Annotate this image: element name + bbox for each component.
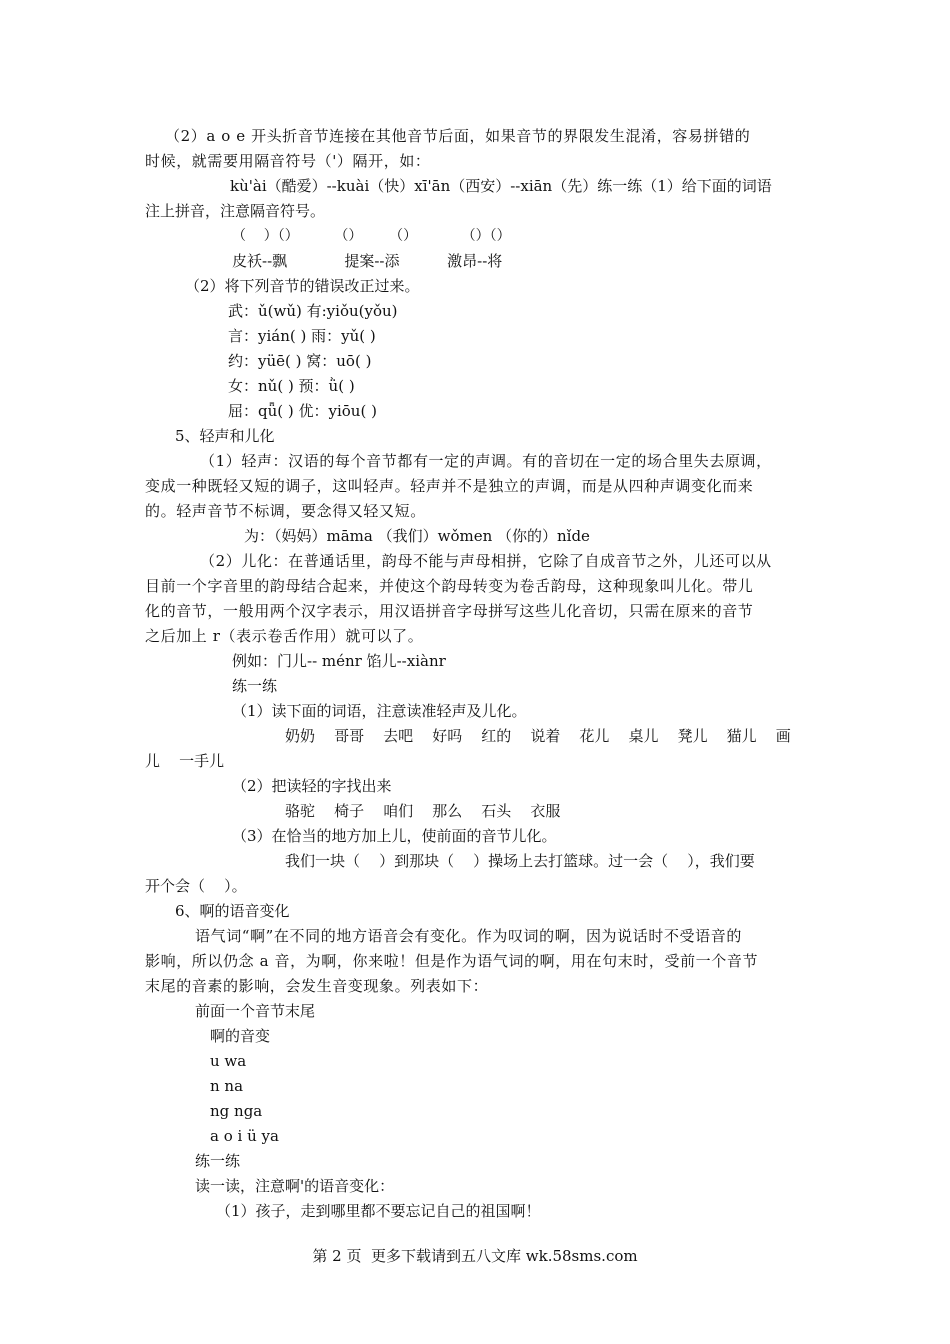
exercise-words: 骆驼 椅子 咱们 那么 石头 衣服 <box>285 802 561 820</box>
page-footer: 第 2 页 更多下载请到五八文库 wk.58sms.com <box>312 1247 638 1265</box>
paragraph-line: 影响，所以仍念 a 音，为啊，你来啦！但是作为语气词的啊，用在句末时，受前一个音节 <box>145 952 759 970</box>
exercise-heading: （2）把读轻的字找出来 <box>232 777 392 795</box>
correction-item: 屈：qǖ( ) 优：yiōu( ) <box>228 402 377 420</box>
section-heading: 6、啊的语音变化 <box>175 902 290 920</box>
paragraph-line: （2）儿化：在普通话里，韵母不能与声母相拼，它除了自成音节之外，儿还可以从 <box>200 552 772 570</box>
table-row: n na <box>210 1077 244 1095</box>
exercise-heading: 读一读，注意啊'的语音变化： <box>195 1177 395 1195</box>
section-heading: 5、轻声和儿化 <box>175 427 275 445</box>
exercise-heading: （3）在恰当的地方加上儿，使前面的音节儿化。 <box>232 827 557 845</box>
practice-title: 练一练 <box>232 677 278 695</box>
table-header: 前面一个音节末尾 <box>195 1002 316 1020</box>
pinyin-blanks: （ ）（） （） （） （）（） <box>232 228 511 244</box>
table-row: ng nga <box>210 1102 263 1120</box>
correction-item: 武：ǔ(wǔ) 有:yiǒu(yǒu) <box>228 302 398 320</box>
exercise-sentence: 我们一块（ ）到那块（ ）操场上去打篮球。过一会（ ），我们要 <box>285 852 755 870</box>
example-line: 注上拼音，注意隔音符号。 <box>145 202 326 220</box>
correction-item: 言：yián( ) 雨：yǔ( ) <box>228 327 376 345</box>
example-line: 例如：门儿-- ménr 馅儿--xiànr <box>232 652 446 670</box>
paragraph-line: 时候，就需要用隔音符号（'）隔开，如： <box>145 152 431 170</box>
correction-item: 女：nǔ( ) 预：ǜ( ) <box>228 377 355 395</box>
paragraph-line: 目前一个字音里的韵母结合起来，并使这个韵母转变为卷舌韵母，这种现象叫儿化。带儿 <box>145 577 754 595</box>
exercise-words: 儿 一手儿 <box>145 752 225 770</box>
correction-item: 约：yüē( ) 窝：uō( ) <box>228 352 372 370</box>
word-pairs: 皮袄--飘 提案--添 激昂--将 <box>232 252 503 270</box>
paragraph-line: 语气词“啊”在不同的地方语音会有变化。作为叹词的啊，因为说话时不受语音的 <box>195 927 742 945</box>
paragraph-line: 之后加上 r（表示卷舌作用）就可以了。 <box>145 627 424 645</box>
practice-title: 练一练 <box>195 1152 241 1170</box>
exercise-heading: （1）读下面的词语，注意读准轻声及儿化。 <box>232 702 527 720</box>
paragraph-line: （2）a o e 开头折音节连接在其他音节后面，如果音节的界限发生混淆，容易拼错的 <box>165 127 751 145</box>
exercise-words: 奶奶 哥哥 去吧 好吗 红的 说着 花儿 桌儿 凳儿 猫儿 画 <box>285 727 791 745</box>
exercise-sentence: （1）孩子，走到哪里都不要忘记自己的祖国啊！ <box>216 1202 541 1220</box>
example-line: kù'ài（酷爱）--kuài（快）xī'ān（西安）--xiān（先）练一练（1）给下面的词语 <box>230 177 772 195</box>
table-row: u wa <box>210 1052 247 1070</box>
correction-heading: （2）将下列音节的错误改正过来。 <box>185 277 420 295</box>
paragraph-line: （1）轻声：汉语的每个音节都有一定的声调。有的音切在一定的场合里失去原调， <box>200 452 772 470</box>
paragraph-line: 变成一种既轻又短的调子，这叫轻声。轻声并不是独立的声调，而是从四种声调变化而来 <box>145 477 754 495</box>
exercise-sentence: 开个会（ ）。 <box>145 877 247 895</box>
paragraph-line: 的。轻声音节不标调，要念得又轻又短。 <box>145 502 426 520</box>
table-header: 啊的音变 <box>210 1027 271 1045</box>
example-line: 为：（妈妈）māma （我们）wǒmen （你的）nǐde <box>244 527 590 545</box>
paragraph-line: 末尾的音素的影响，会发生音变现象。列表如下： <box>145 977 489 995</box>
paragraph-line: 化的音节，一般用两个汉字表示，用汉语拼音字母拼写这些儿化音切，只需在原来的音节 <box>145 602 754 620</box>
table-row: a o i ü ya <box>210 1127 279 1145</box>
